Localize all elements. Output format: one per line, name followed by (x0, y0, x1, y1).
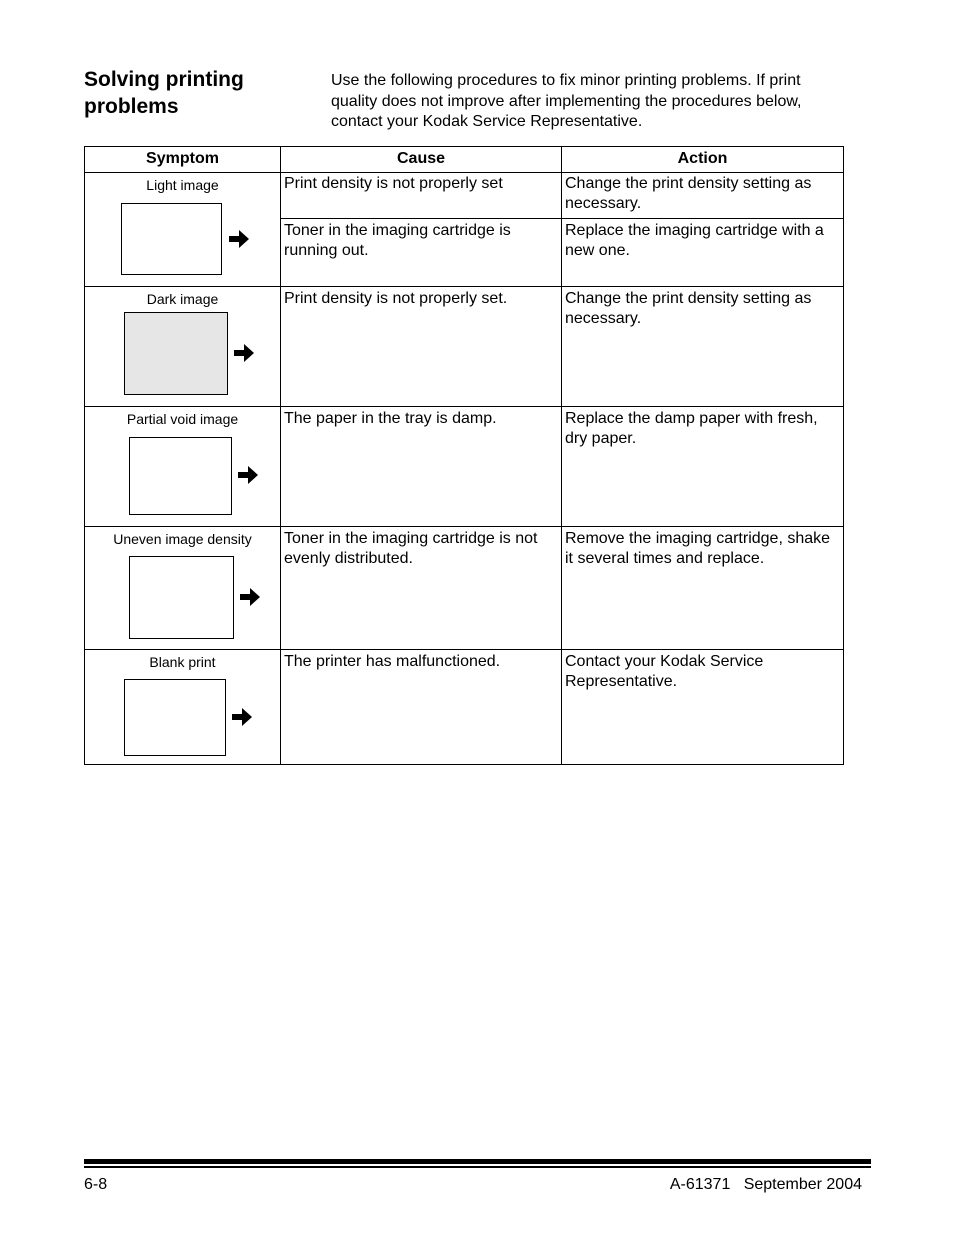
section-heading: Solving printing problems (84, 68, 244, 118)
page-number: 6-8 (84, 1176, 108, 1193)
table-row (85, 650, 844, 765)
intro-paragraph: Use the following procedures to fix minor printing problems. If print quality does not improve after implementing the procedures below, contact your Kodak Service Representative. (331, 72, 802, 130)
action-cell: Remove the imaging cartridge, shake it several times and replace. (562, 527, 844, 650)
right-arrow-icon (231, 707, 253, 727)
light-image-sample (121, 203, 222, 275)
right-arrow-icon (233, 343, 255, 363)
right-arrow-icon (228, 229, 250, 249)
footer-doc-info (670, 1176, 862, 1194)
symptom-cell-dark (85, 287, 281, 407)
table-row (85, 527, 844, 650)
cause-cell: Toner in the imaging cartridge is running out. (281, 219, 562, 287)
table-row (85, 407, 844, 527)
footer-rule-thin (84, 1166, 871, 1168)
cause-cell: Print density is not properly set. (281, 287, 562, 407)
doc-date: September 2004 (743, 1176, 862, 1193)
dark-image-sample (124, 312, 228, 395)
symptom-cell-partial-void (85, 407, 281, 527)
action-cell: Replace the imaging cartridge with a new one. (562, 219, 844, 287)
footer-rule-thick (84, 1159, 871, 1164)
symptom-label: Uneven image density (113, 531, 252, 547)
cause-cell: Print density is not properly set (281, 173, 562, 219)
action-cell: Contact your Kodak Service Representative. (562, 650, 844, 765)
action-cell: Replace the damp paper with fresh, dry paper. (562, 407, 844, 527)
cause-cell: Toner in the imaging cartridge is not evenly distributed. (281, 527, 562, 650)
right-arrow-icon (237, 465, 259, 485)
symptom-label: Partial void image (126, 411, 239, 427)
troubleshooting-table (84, 146, 844, 765)
action-cell: Change the print density setting as necessary. (562, 287, 844, 407)
symptom-label: Blank print (149, 654, 216, 670)
cause-cell: The printer has malfunctioned. (281, 650, 562, 765)
header-action: Action (562, 147, 844, 173)
header-cause: Cause (281, 147, 562, 173)
symptom-cell-uneven-density (85, 527, 281, 650)
table-row (85, 173, 844, 219)
partial-void-image-sample (129, 437, 232, 515)
action-cell: Change the print density setting as necessary. (562, 173, 844, 219)
header-symptom: Symptom (85, 147, 281, 173)
symptom-label: Dark image (146, 291, 219, 307)
uneven-density-image-sample (129, 556, 234, 639)
symptom-cell-light (85, 173, 281, 287)
table-header-row (85, 147, 844, 173)
doc-id: A-61371 (669, 1176, 731, 1193)
symptom-label: Light image (146, 177, 219, 193)
table-row (85, 287, 844, 407)
symptom-cell-blank-print (85, 650, 281, 765)
cause-cell: The paper in the tray is damp. (281, 407, 562, 527)
blank-print-sample (124, 679, 226, 756)
right-arrow-icon (239, 587, 261, 607)
